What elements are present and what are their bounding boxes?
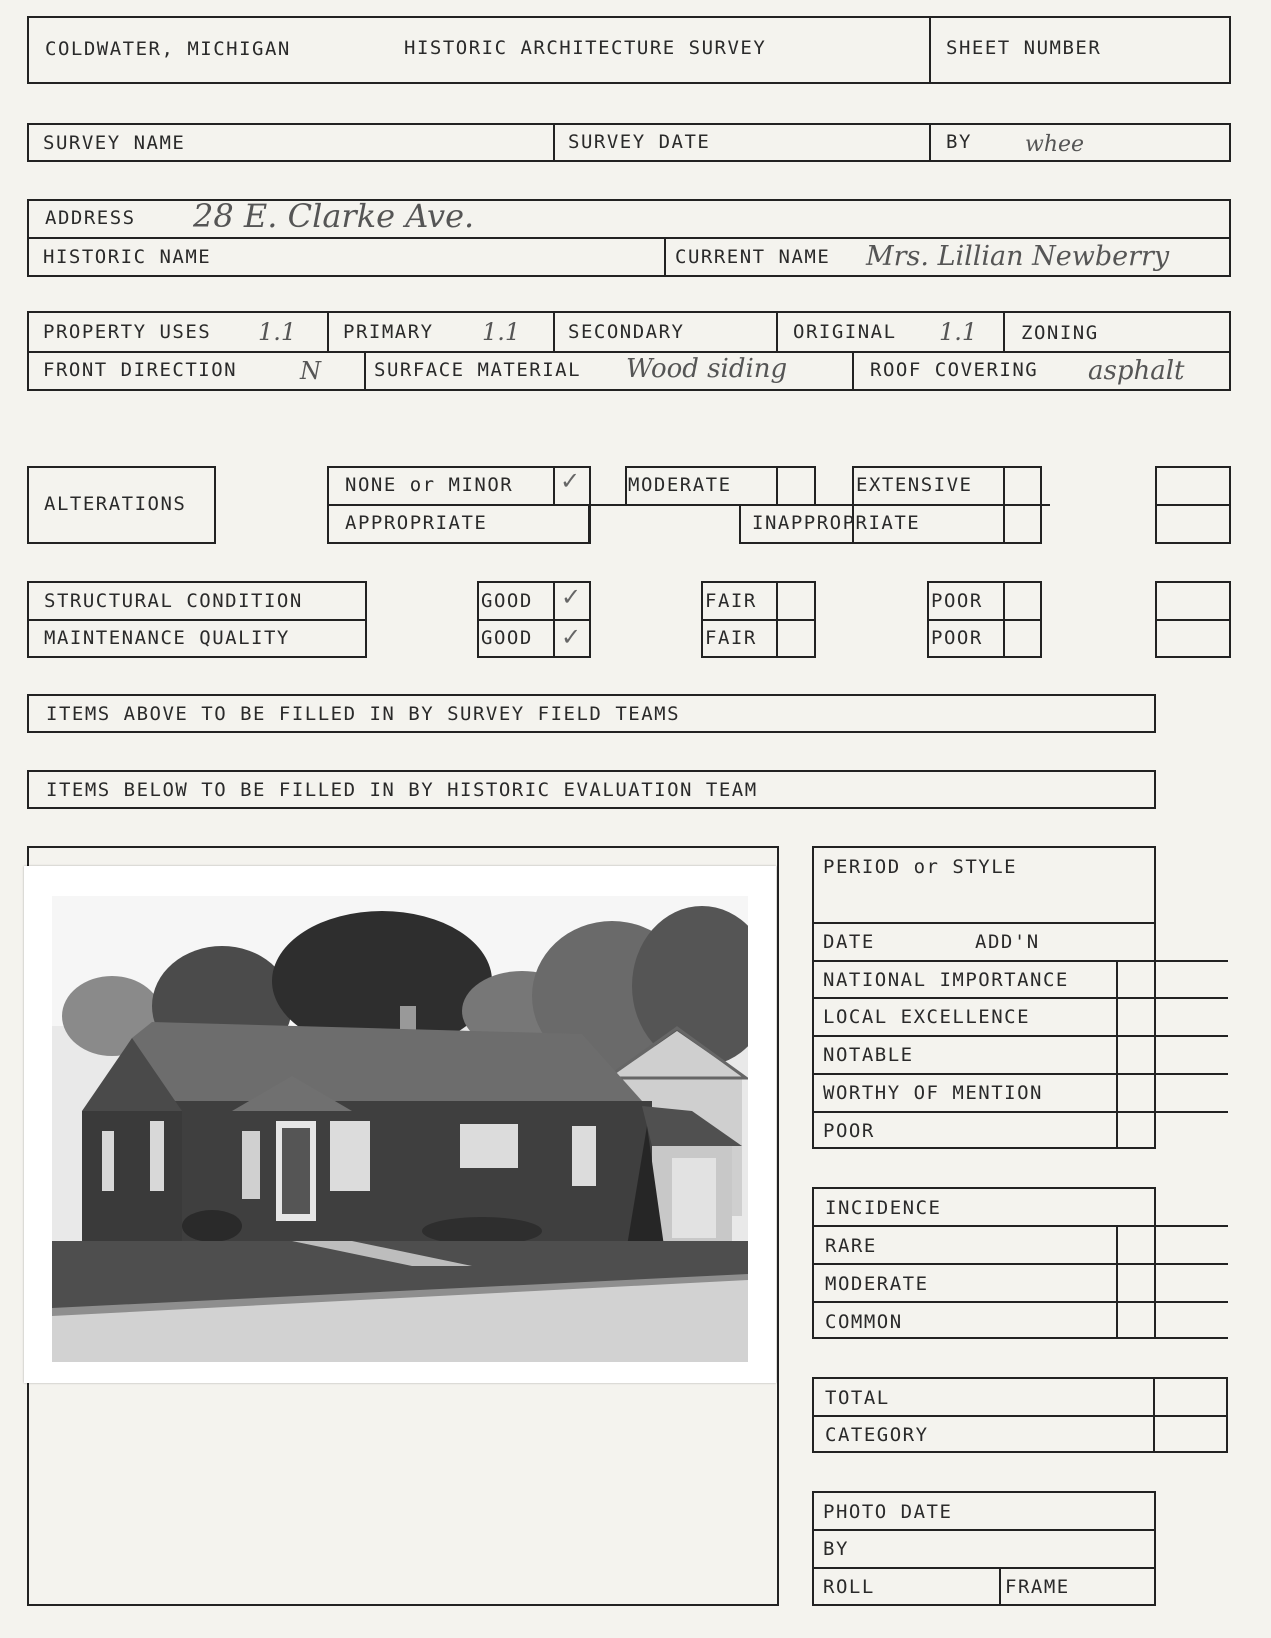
property-div-1 <box>327 311 329 351</box>
eval-line-local <box>812 997 1228 999</box>
alterations-label: ALTERATIONS <box>44 493 187 515</box>
roof-covering-value: asphalt <box>1088 356 1185 386</box>
photo-date-label: PHOTO DATE <box>823 1501 953 1523</box>
alt-inappropriate-bottom <box>739 542 1042 544</box>
photo-by-label: BY <box>823 1538 849 1560</box>
condition-label-line <box>27 619 367 621</box>
alt-none-check-divider <box>553 466 555 504</box>
alt-moderate: MODERATE <box>628 474 732 496</box>
form-title: HISTORIC ARCHITECTURE SURVEY <box>404 37 767 59</box>
eval-line-national <box>812 960 1228 962</box>
address-row-line <box>27 237 1231 239</box>
category-label: CATEGORY <box>825 1424 929 1446</box>
eval-line-notable <box>812 1035 1228 1037</box>
alt-none-minor: NONE or MINOR <box>345 474 514 496</box>
eval-line-date <box>812 922 1156 924</box>
worthy-of-mention-label: WORTHY OF MENTION <box>823 1082 1043 1104</box>
primary-value: 1.1 <box>482 318 521 346</box>
total-divider <box>1153 1377 1155 1453</box>
original-value: 1.1 <box>939 318 978 346</box>
photo-info-line-roll <box>812 1567 1156 1569</box>
roof-covering-label: ROOF COVERING <box>870 359 1039 381</box>
header-divider <box>929 16 931 84</box>
maintenance-good-checkmark: ✓ <box>561 623 582 651</box>
structural-poor: POOR <box>931 590 983 612</box>
structural-good: GOOD <box>481 590 533 612</box>
surface-material-value: Wood siding <box>626 354 788 384</box>
fair-line <box>701 619 816 621</box>
property-div-2 <box>553 311 555 351</box>
common-label: COMMON <box>825 1311 903 1333</box>
incidence-score-divider <box>1116 1225 1118 1339</box>
original-label: ORIGINAL <box>793 321 897 343</box>
rare-label: RARE <box>825 1235 877 1257</box>
survey-by-value: whee <box>1025 132 1085 157</box>
date-label: DATE <box>823 931 875 953</box>
primary-label: PRIMARY <box>343 321 434 343</box>
alt-appropriate-check-divider <box>588 504 590 544</box>
alt-inappropriate: INAPPROPRIATE <box>752 512 921 534</box>
address-divider <box>664 237 666 277</box>
addn-label: ADD'N <box>975 931 1040 953</box>
above-note: ITEMS ABOVE TO BE FILLED IN BY SURVEY FIELD TEAMS <box>46 703 681 725</box>
zoning-label: ZONING <box>1021 322 1099 344</box>
incidence-moderate-label: MODERATE <box>825 1273 929 1295</box>
property-row-line <box>27 351 1231 353</box>
photo-info-line-by <box>812 1529 1156 1531</box>
sheet-number-label: SHEET NUMBER <box>946 37 1102 59</box>
poor-line <box>927 619 1042 621</box>
historic-name-label: HISTORIC NAME <box>43 246 212 268</box>
alt-appropriate: APPROPRIATE <box>345 512 488 534</box>
below-note: ITEMS BELOW TO BE FILLED IN BY HISTORIC EVALUATION TEAM <box>46 779 758 801</box>
property-div-6 <box>852 351 854 391</box>
eval-line-worthy <box>812 1073 1228 1075</box>
property-div-3 <box>776 311 778 351</box>
alt-inappropriate-left <box>739 504 741 544</box>
secondary-label: SECONDARY <box>568 321 685 343</box>
survey-name-label: SURVEY NAME <box>43 132 186 154</box>
house-photo <box>24 866 776 1383</box>
incidence-label: INCIDENCE <box>825 1197 942 1219</box>
maintenance-quality-label: MAINTENANCE QUALITY <box>44 627 290 649</box>
condition-side-line <box>1155 619 1231 621</box>
property-div-4 <box>1003 311 1005 351</box>
survey-divider-2 <box>929 123 931 162</box>
property-uses-label: PROPERTY USES <box>43 321 212 343</box>
structural-fair: FAIR <box>705 590 757 612</box>
incidence-line-bottom <box>1156 1337 1228 1339</box>
alt-inappropriate-top <box>739 504 859 506</box>
survey-by-label: BY <box>946 131 972 153</box>
incidence-line-common <box>812 1301 1228 1303</box>
structural-condition-label: STRUCTURAL CONDITION <box>44 590 303 612</box>
survey-divider-1 <box>553 123 555 162</box>
fair-divider <box>776 581 778 658</box>
total-line <box>812 1415 1228 1417</box>
alt-moderate-check-divider <box>776 466 778 506</box>
period-style-label: PERIOD or STYLE <box>823 856 1018 878</box>
eval-score-divider <box>1116 960 1118 1149</box>
total-label: TOTAL <box>825 1387 890 1409</box>
house-photo-image <box>52 896 748 1362</box>
alt-extensive: EXTENSIVE <box>856 474 973 496</box>
alt-extensive-check-divider <box>1003 466 1005 544</box>
address-value: 28 E. Clarke Ave. <box>193 197 475 235</box>
frame-label: FRAME <box>1005 1576 1070 1598</box>
maintenance-good: GOOD <box>481 627 533 649</box>
eval-line-poor <box>812 1111 1228 1113</box>
city-label: COLDWATER, MICHIGAN <box>45 38 291 60</box>
good-divider <box>553 581 555 658</box>
alt-none-minor-checkmark: ✓ <box>560 467 581 495</box>
property-div-5 <box>364 351 366 391</box>
local-excellence-label: LOCAL EXCELLENCE <box>823 1006 1031 1028</box>
maintenance-fair: FAIR <box>705 627 757 649</box>
poor-divider <box>1003 581 1005 658</box>
current-name-value: Mrs. Lillian Newberry <box>866 241 1170 272</box>
incidence-line-rare <box>812 1225 1228 1227</box>
alt-side-line <box>1155 504 1231 506</box>
survey-date-label: SURVEY DATE <box>568 131 711 153</box>
national-importance-label: NATIONAL IMPORTANCE <box>823 969 1069 991</box>
structural-good-checkmark: ✓ <box>561 583 582 611</box>
front-direction-label: FRONT DIRECTION <box>43 359 238 381</box>
current-name-label: CURRENT NAME <box>675 246 831 268</box>
incidence-line-moderate <box>812 1263 1228 1265</box>
photo-info-divider <box>999 1567 1001 1606</box>
address-label: ADDRESS <box>45 207 136 229</box>
property-uses-value: 1.1 <box>258 318 297 346</box>
surface-material-label: SURFACE MATERIAL <box>374 359 582 381</box>
maintenance-poor: POOR <box>931 627 983 649</box>
good-line <box>477 619 591 621</box>
eval-poor-label: POOR <box>823 1120 875 1142</box>
front-direction-value: N <box>300 357 321 385</box>
roll-label: ROLL <box>823 1576 875 1598</box>
notable-label: NOTABLE <box>823 1044 914 1066</box>
